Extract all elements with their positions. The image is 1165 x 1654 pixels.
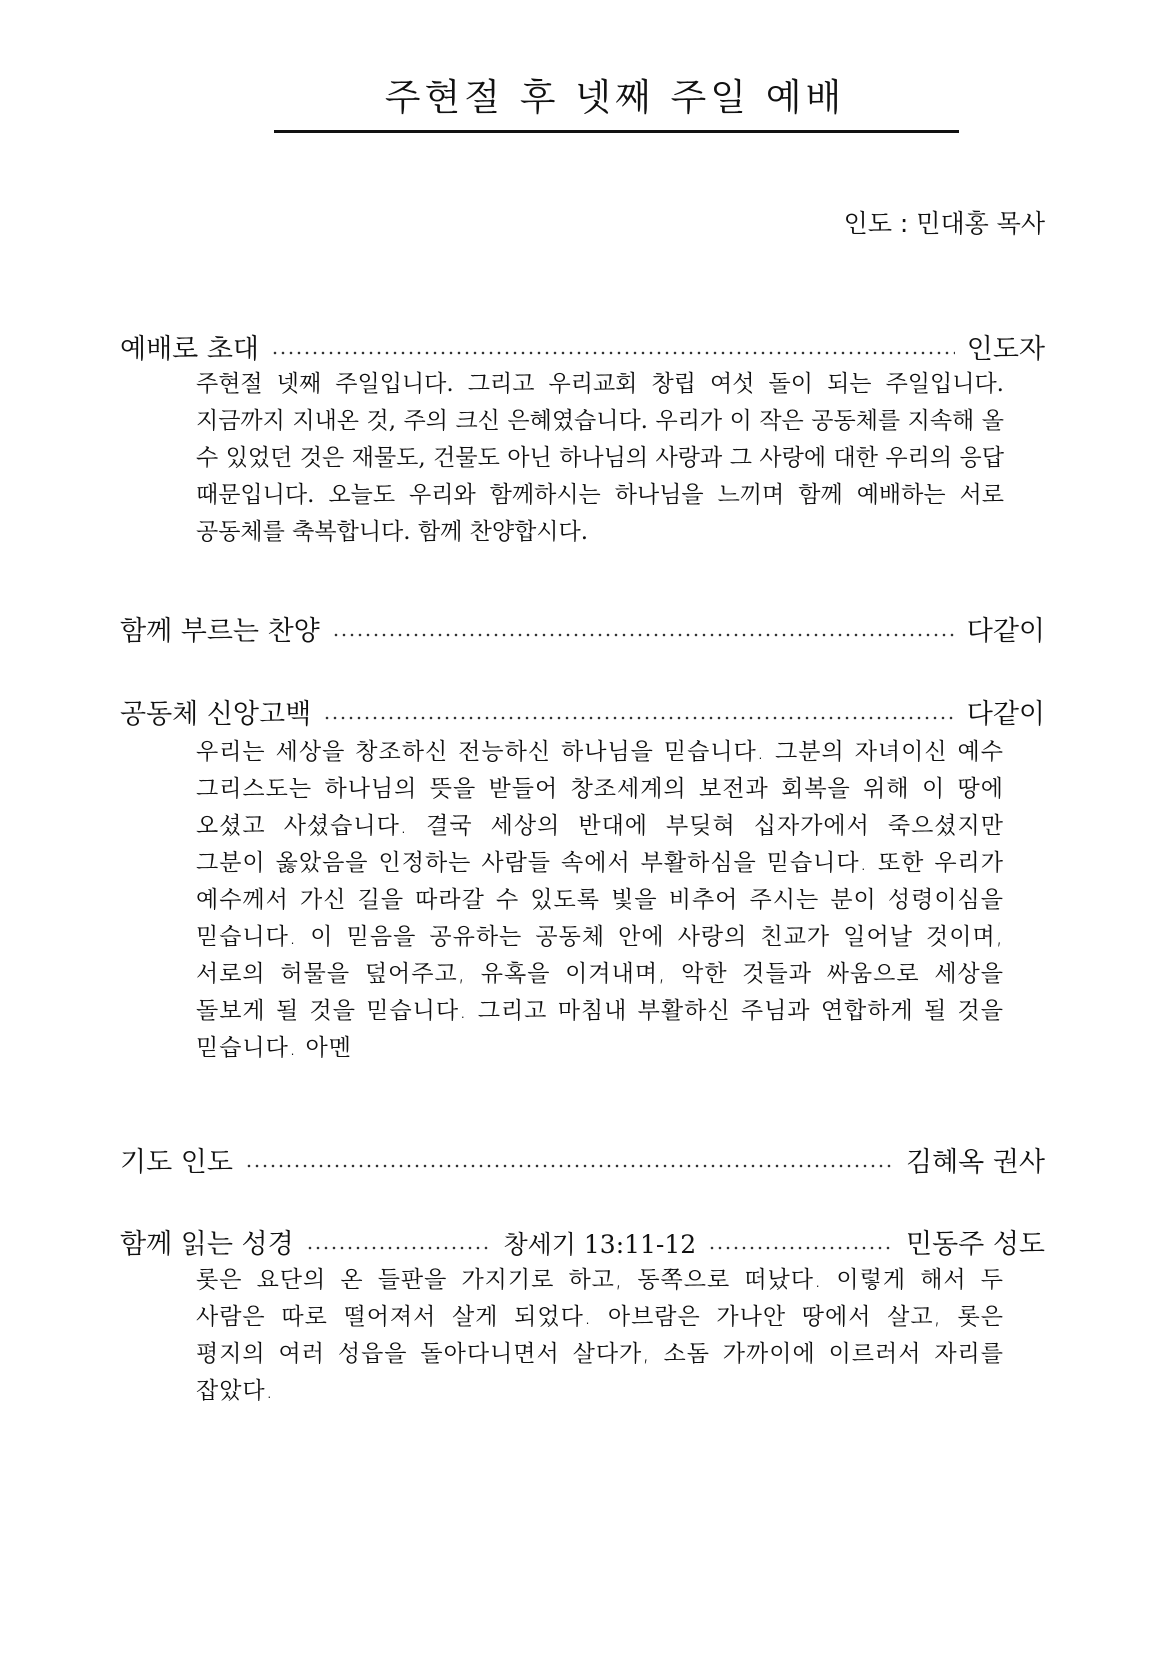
dot-leader bbox=[332, 631, 955, 639]
order-item-role: 민동주 성도 bbox=[906, 1229, 1045, 1260]
page-title: 주현절 후 넷째 주일 예배 bbox=[384, 76, 846, 119]
order-item-scripture bbox=[120, 1221, 1045, 1265]
order-item-label: 함께 부르는 찬양 bbox=[120, 616, 320, 647]
scripture-reference: 창세기 13:11-12 bbox=[503, 1230, 697, 1259]
title-underline bbox=[274, 130, 959, 133]
order-item-label: 공동체 신앙고백 bbox=[120, 699, 312, 730]
order-item-prayer bbox=[120, 1139, 1045, 1183]
order-item-role: 김혜옥 권사 bbox=[906, 1147, 1045, 1178]
order-item-label: 예배로 초대 bbox=[120, 334, 259, 365]
dot-leader bbox=[708, 1244, 894, 1252]
dot-leader bbox=[271, 349, 955, 357]
order-item-role: 인도자 bbox=[966, 334, 1045, 365]
order-item-hymn bbox=[120, 608, 1045, 652]
order-item-label: 함께 읽는 성경 bbox=[120, 1229, 294, 1260]
order-item-confession bbox=[120, 691, 1045, 735]
dot-leader bbox=[245, 1162, 894, 1170]
order-item-role: 다같이 bbox=[966, 616, 1045, 647]
worship-leader: 인도 : 민대홍 목사 bbox=[843, 209, 1045, 238]
invitation-text: 주현절 넷째 주일입니다. 그리고 우리교회 창립 여섯 돌이 되는 주일입니다. 지금까지 지내온 것, 주의 크신 은혜였습니다. 우리가 이 작은 공동체를 지속해 올 수 있었던 것은 재물도, 건물도 아닌 하나님의 사랑과 그 사랑에 대한 우리의 응답 때문입니다. 오늘도 우리와 함께하시는 하나님을 느끼며 함께 예배하는 서로 공동체를 축복합니다. 함께 찬양합시다. bbox=[196, 371, 1004, 545]
confession-text: 우리는 세상을 창조하신 전능하신 하나님을 믿습니다. 그분의 자녀이신 예수 그리스도는 하나님의 뜻을 받들어 창조세계의 보전과 회복을 위해 이 땅에 오셨고 사셨습니다. 결국 세상의 반대에 부딪혀 십자가에서 죽으셨지만 그분이 옳았음을 인정하는 사람들 속에서 부활하심을 믿습니다. 또한 우리가 예수께서 가신 길을 따라갈 수 있도록 빛을 비추어 주시는 분이 성령이심을 믿습니다. 이 믿음을 공유하는 공동체 안에 사랑의 친교가 일어날 것이며, 서로의 허물을 덮어주고, 유혹을 이겨내며, 악한 것들과 싸움으로 세상을 돌보게 될 것을 믿습니다. 그리고 마침내 부활하신 주님과 연합하게 될 것을 믿습니다. 아멘 bbox=[196, 739, 1004, 1061]
order-item-invitation bbox=[120, 326, 1045, 370]
scripture-text: 롯은 요단의 온 들판을 가지기로 하고, 동쪽으로 떠났다. 이렇게 해서 두 사람은 따로 떨어져서 살게 되었다. 아브람은 가나안 땅에서 살고, 롯은 평지의 여러 성읍을 돌아다니면서 살다가, 소돔 가까이에 이르러서 자리를 잡았다. bbox=[196, 1267, 1004, 1404]
order-item-role: 다같이 bbox=[966, 699, 1045, 730]
dot-leader bbox=[323, 714, 955, 722]
dot-leader bbox=[306, 1244, 492, 1252]
order-item-label: 기도 인도 bbox=[120, 1147, 233, 1178]
